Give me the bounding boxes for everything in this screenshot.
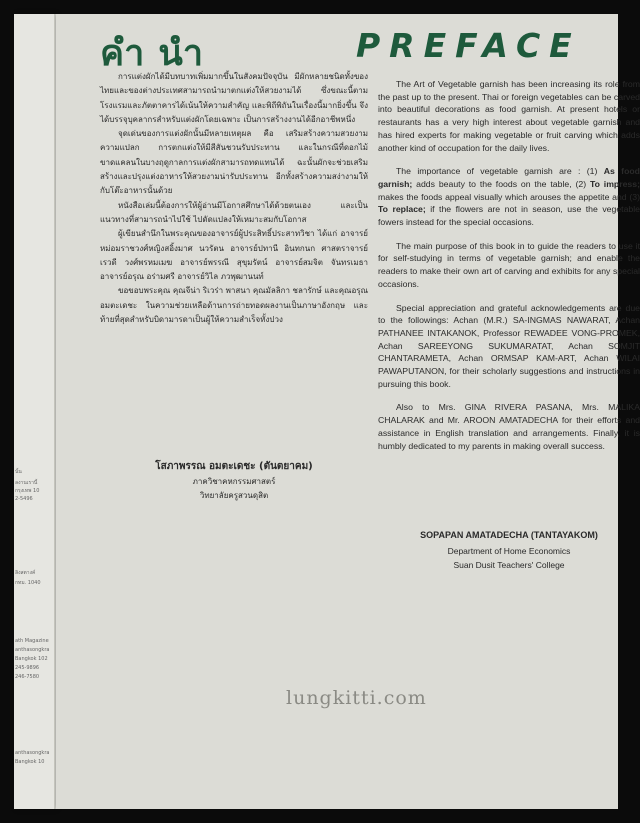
english-paragraph: Also to Mrs. GINA RIVERA PASANA, Mrs. MALIKA CHALARAK and Mr. AROON AMATADECHA for their efforts and assistance in English translation and arrangements. Finally, it is humbly dedicated to my parents in making overall success.: [378, 402, 640, 451]
english-column: [378, 78, 640, 463]
english-paragraph-importance: [378, 165, 640, 229]
english-paragraph: The main purpose of this book in to guide the readers to use it for self-studying in terms of vegetable garnish; and enable the readers to make their own art of carving and exhibits for any special occasions.: [378, 240, 640, 289]
english-heading: PREFACE: [356, 26, 581, 65]
preface-sheet: [56, 14, 640, 809]
bold-term: As food garnish;: [378, 166, 640, 189]
thai-signature-college: วิทยาลัยครูสวนดุสิต: [199, 491, 269, 500]
text-run: if the flowers are not in season, use the vegetable fowers instead for the special occasions.: [378, 204, 640, 228]
behind-text: anthasongkra: [15, 750, 50, 756]
watermark: lungkitti.com: [286, 687, 427, 709]
bold-term: To replace;: [378, 204, 426, 215]
english-signature-department: Department of Home Economics: [447, 546, 571, 556]
thai-signature-department: ภาควิชาคหกรรมศาสตร์: [192, 477, 276, 486]
behind-text: ลิงสตางค์: [15, 570, 36, 576]
thai-paragraph: จุดเด่นของการแต่งผักนั้นมีหลายเหตุผล คือ เสริมสร้างความสวยงาม ความแปลก การตกแต่งให้มีสีสันชวนรับประทาน และในกรณีที่ดอกไม้ขาดแคลนในบางฤดูกาลการแต่งผักสามารถทดแทนได้ ฉะนั้นผักจะช่วยเสริมสร้างและปรุงแต่งอาหารให้สวยงามน่ารับประทาน อีกทั้งสร้างความสง่างามให้กับโต๊ะอาหารนั้นด้วย: [100, 129, 368, 196]
underlying-page-edge: [14, 14, 55, 809]
behind-text: Bangkok 10: [15, 759, 45, 765]
thai-paragraph: หนังสือเล่มนี้ต้องการให้ผู้อ่านมีโอกาสศึกษาได้ด้วยตนเอง และเป็นแนวทางที่สามารถนำไปใช้ ไปดัดแปลงให้เหมาะสมกับโอกาส: [100, 200, 368, 224]
thai-signature-name: โสภาพรรณ อมตะเดชะ (ตันตยาคม): [155, 461, 313, 472]
behind-text: Bangkok 102: [15, 656, 48, 662]
text-run: adds beauty to the foods on the table, (2): [412, 178, 590, 189]
behind-text: 246-7580: [15, 674, 40, 680]
bold-term: To impress;: [589, 178, 640, 189]
thai-column: [100, 70, 368, 327]
thai-paragraph: ขอขอบพระคุณ คุณจีน่า ริเวร่า พาสนา คุณมัลลิกา ชลารักษ์ และคุณอรุณ อมตะเดชะ ในความช่วยเหลือด้านการถ่ายทอดผลงานเป็นภาษาอังกฤษ และท้ายที่สุดสำหรับบิดามารดาเป็นผู้ให้ความสำเร็จทั้งปวง: [100, 286, 368, 325]
english-signature-college: Suan Dusit Teachers' College: [453, 560, 565, 570]
english-paragraph: The Art of Vegetable garnish has been increasing its role from the past up to the present. Thai or foreign vegetables can be carved into beautiful decorations as food garnish. At present hotels or restaurants has a very high interest about vegetable garnish and has hired experts for making vegetable or fruit carving which adds another kind of occupation for the daily lives.: [378, 79, 640, 153]
text-run: The importance of vegetable garnish are : (1): [396, 166, 604, 177]
thai-signature: [100, 459, 368, 503]
text-run: makes the foods appeal visually which arouses the appetite and (3): [378, 191, 640, 202]
thai-heading: คำนำ: [100, 32, 218, 74]
behind-text: 245-9896: [15, 665, 40, 671]
english-paragraph: Special appreciation and grateful acknowledgements are due to the followings: Achan (M.R.) SA-INGMAS NAWARAT, Achan PATHANEE INTAKANOK, Professor REWADEE VONG-PROMEK, Achan SAREEYONG SUKUMARATAT, Achan SOMJIT CHANTARAMETA, Achan ORMSAP KAM-ART, Achan WILAI PAWAPUTANON, for their scholarly suggestions and instructions in pursuing this book.: [378, 302, 640, 389]
behind-text: กรุงเทพ 10: [15, 488, 40, 494]
english-signature-name: SOPAPAN AMATADECHA (TANTAYAKOM): [420, 530, 598, 540]
behind-text: กทม. 1040: [15, 580, 41, 586]
english-signature: [378, 527, 640, 572]
behind-text: นั้น: [15, 469, 22, 475]
behind-text: ลงานเรานี้: [15, 480, 38, 486]
book-page: [14, 14, 640, 809]
thai-paragraph: ผู้เขียนสำนึกในพระคุณของอาจารย์ผู้ประสิทธิ์ประสาทวิชา ได้แก่ อาจารย์หม่อมราชวงศ์หญิงสอิ้งมาศ นวรัตน อาจารย์ปทานี อินทกนก ศาสตราจารย์เรวดี วงศ์พรหมเมฆ อาจารย์พรรณี สุขุมรัตน์ อาจารย์สมจิต จันทรเมธา อาจารย์อรุณ อร่ามศรี อาจารย์วิไล ภวพุฒานนท์: [100, 229, 368, 282]
behind-text: ath Magazine: [15, 638, 49, 644]
behind-text: anthasongkra: [15, 647, 50, 653]
thai-paragraph: การแต่งผักได้มีบทบาทเพิ่มมากขึ้นในสังคมปัจจุบัน มีผักหลายชนิดทั้งของไทยและของต่างประเทศสามารถนำมาตกแต่งให้สวยงามได้ ซึ่งขณะนี้ตามโรงแรมและภัตตาคารได้เน้นให้ความสำคัญ และพิถีพิถันในเรื่องนี้มากยิ่งขึ้น จึงได้บรรจุบุคลากรสำหรับแต่งผักโดยเฉพาะ เป็นการสร้างงานได้อีกอาชีพหนึ่ง: [100, 72, 368, 124]
behind-text: 2-5496: [15, 496, 33, 502]
